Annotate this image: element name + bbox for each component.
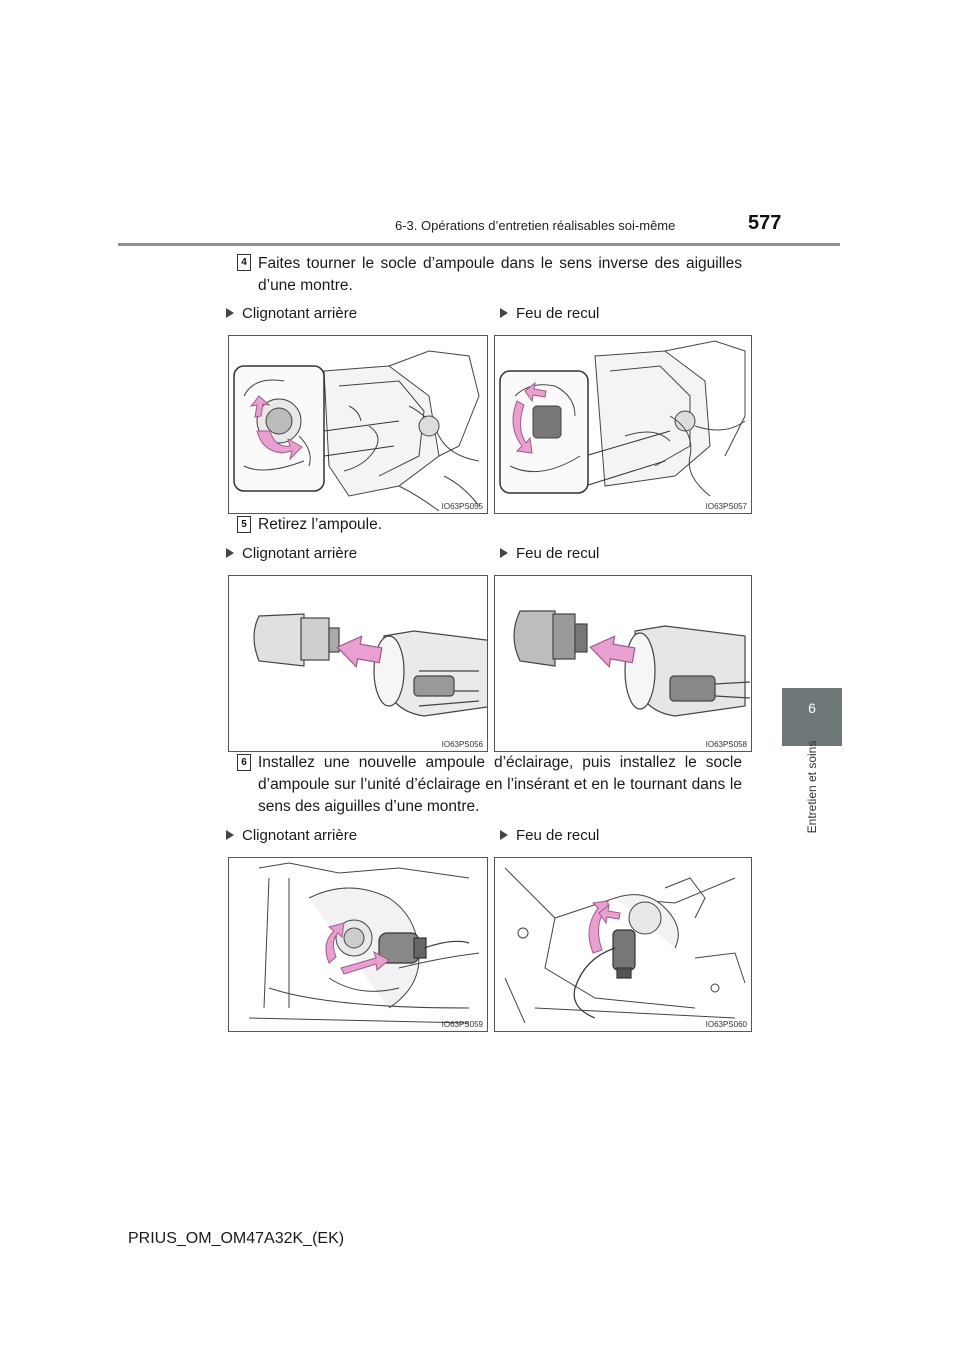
figure-code: IO63PS056 xyxy=(441,740,483,749)
step-instruction: Installez une nouvelle ampoule d’éclairage, puis installez le socle d’ampoule sur l’unité d’éclairage en l’insérant et en le tournant dans le sens des aiguilles d’une montre. xyxy=(258,754,742,815)
figure-code: IO63PS059 xyxy=(441,1020,483,1029)
caption-text: Feu de recul xyxy=(516,305,600,322)
step-number-badge: 4 xyxy=(237,254,251,271)
figure-code: IO63PS058 xyxy=(705,740,747,749)
page-number: 577 xyxy=(748,212,782,234)
step-number-badge: 5 xyxy=(237,516,251,533)
triangle-bullet-icon xyxy=(226,830,234,840)
figure-caption-right xyxy=(500,827,599,844)
figure-caption-left xyxy=(226,305,357,322)
figure-caption-left xyxy=(226,545,357,562)
caption-text: Clignotant arrière xyxy=(242,545,358,562)
illustration-rear-turn-signal-install xyxy=(228,857,488,1032)
figure-code: IO63PS060 xyxy=(705,1020,747,1029)
document-code: PRIUS_OM_OM47A32K_(EK) xyxy=(128,1230,345,1247)
illustration-rear-turn-signal-bulb-removal xyxy=(228,575,488,752)
figure-code: IO63PS055 xyxy=(441,502,483,511)
figure-caption-left xyxy=(226,827,357,844)
figure-code: IO63PS057 xyxy=(705,502,747,511)
triangle-bullet-icon xyxy=(500,308,508,318)
triangle-bullet-icon xyxy=(500,830,508,840)
figure-caption-right xyxy=(500,305,599,322)
caption-text: Feu de recul xyxy=(516,545,600,562)
step-number-badge: 6 xyxy=(237,754,251,771)
illustration-rear-turn-signal-socket xyxy=(228,335,488,514)
triangle-bullet-icon xyxy=(226,548,234,558)
illustration-reverse-light-install xyxy=(494,857,752,1032)
section-title: 6-3. Opérations d’entretien réalisables soi-même xyxy=(395,218,676,233)
header-rule xyxy=(118,243,840,246)
step-instruction: Retirez l’ampoule. xyxy=(258,516,383,533)
triangle-bullet-icon xyxy=(500,548,508,558)
illustration-reverse-light-socket xyxy=(494,335,752,514)
triangle-bullet-icon xyxy=(226,308,234,318)
caption-text: Clignotant arrière xyxy=(242,827,358,844)
chapter-label: Entretien et soins xyxy=(805,740,819,834)
illustration-reverse-light-bulb-removal xyxy=(494,575,752,752)
figure-caption-right xyxy=(500,545,599,562)
caption-text: Clignotant arrière xyxy=(242,305,358,322)
chapter-number: 6 xyxy=(808,700,816,716)
caption-text: Feu de recul xyxy=(516,827,600,844)
step-instruction: Faites tourner le socle d’ampoule dans le sens inverse des aiguilles d’une montre. xyxy=(258,255,742,294)
